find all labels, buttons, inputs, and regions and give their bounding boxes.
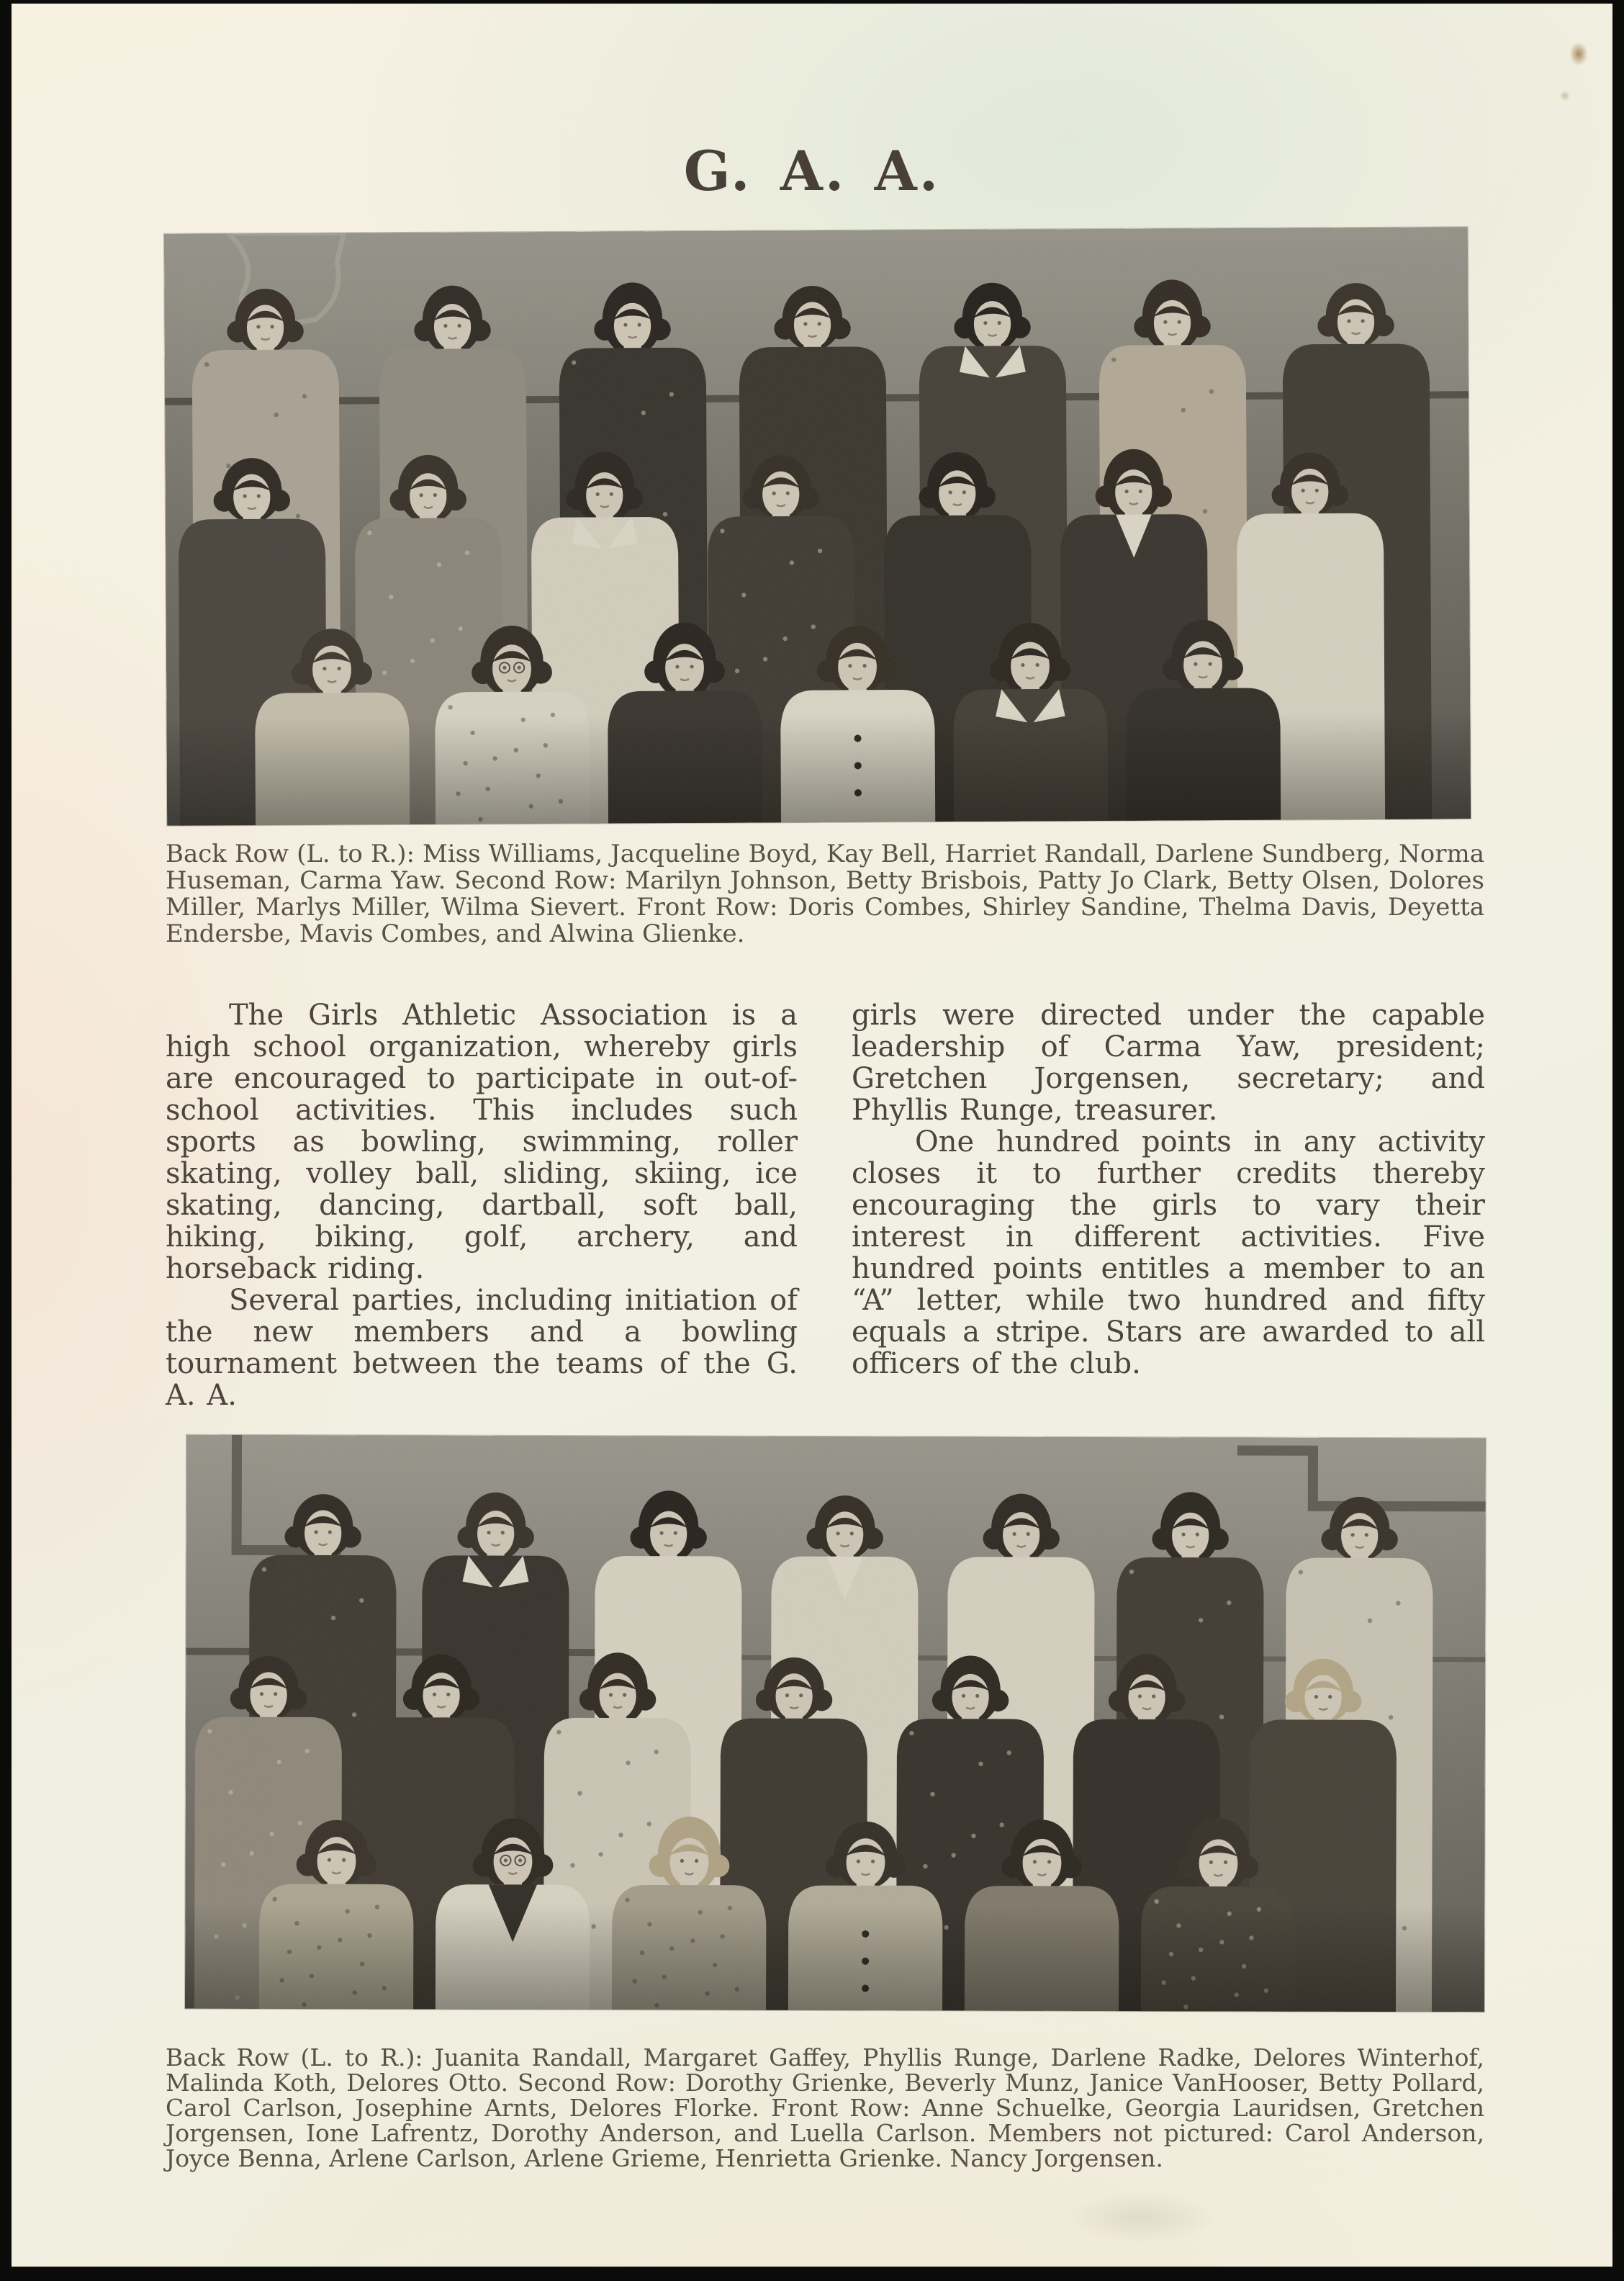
group-photo-bottom — [185, 1435, 1486, 2012]
group-photo-bottom-graphic — [185, 1435, 1486, 2012]
photo-vignette — [185, 1903, 1484, 2012]
photo-caption-top: Back Row (L. to R.): Miss Williams, Jacqueline Boyd, Kay Bell, Harriet Randall, Darlene Sundberg, Norma Huseman, Carma Yaw. Second Row: Marilyn Johnson, Betty Brisbois, Patty Jo Clark, Betty Olsen, Dolores Miller, Marlys Miller, Wilma Sievert. Front Row: Doris Combes, Shirley Sandine, Thelma Davis, Deyetta Endersbe, Mavis Combes, and Alwina Glienke. — [166, 840, 1484, 948]
photo-vignette — [166, 711, 1471, 825]
paper-speck-small — [1558, 89, 1572, 103]
article-column-right — [852, 999, 1485, 1380]
paper-speck — [1566, 38, 1591, 70]
group-photo-top — [164, 227, 1471, 825]
paper-sheet — [12, 4, 1612, 2267]
paragraph: One hundred points in any activity closes it to further credits thereby encouraging the girls to vary their interest in different activities. Five hundred points entitles a member to an “A” letter, while two hundred and fifty equals a stripe. Stars are awarded to all officers of the club. — [852, 1125, 1485, 1380]
group-photo-top-graphic — [164, 227, 1471, 825]
page-title: G. A. A. — [683, 139, 941, 203]
article-column-left — [166, 999, 798, 1411]
paragraph: girls were directed under the capable leadership of Carma Yaw, president; Gretchen Jorgensen, secretary; and Phyllis Runge, treasurer. — [852, 999, 1485, 1127]
paragraph: Several parties, including initiation of the new members and a bowling tournament between the teams of the G. A. A. — [166, 1284, 798, 1412]
photo-caption-bottom: Back Row (L. to R.): Juanita Randall, Margaret Gaffey, Phyllis Runge, Darlene Radke, Delores Winterhof, Malinda Koth, Delores Otto. Second Row: Dorothy Grienke, Beverly Munz, Janice VanHooser, Betty Pollard, Carol Carlson, Josephine Arnts, Delores Florke. Front Row: Anne Schuelke, Georgia Lauridsen, Gretchen Jorgensen, Ione Lafrentz, Dorothy Anderson, and Luella Carlson. Members not pictured: Carol Anderson, Joyce Benna, Arlene Carlson, Arlene Grieme, Henrietta Grienke. Nancy Jorgensen. — [166, 2043, 1484, 2172]
paragraph: The Girls Athletic Association is a high school organization, whereby girls are encouraged to participate in out-of-school activities. This includes such sports as bowling, swimming, roller skating, volley ball, sliding, skiing, ice skating, dancing, dartball, soft ball, hiking, biking, golf, archery, and horseback riding. — [166, 999, 798, 1285]
paper-stain — [1048, 2185, 1235, 2250]
